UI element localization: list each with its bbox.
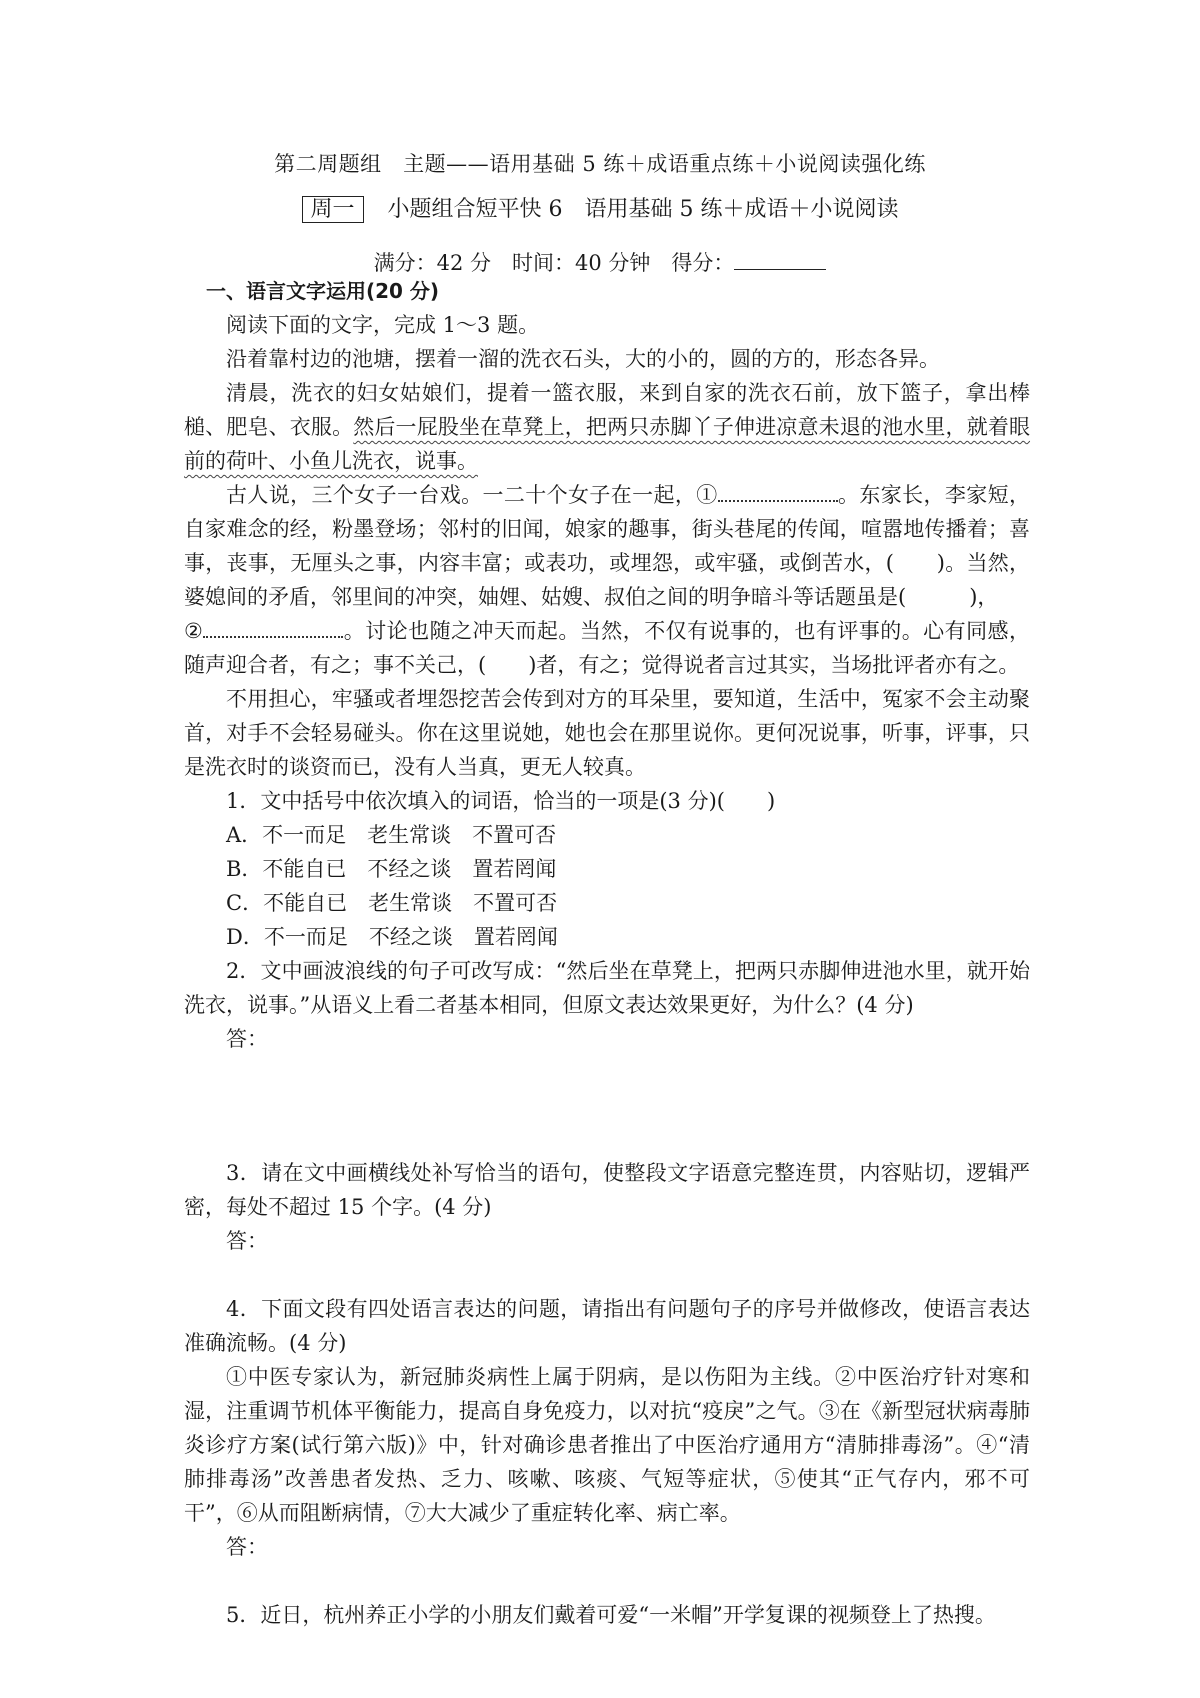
blank-line-2[interactable]	[203, 616, 343, 638]
option-a: A．不一而足 老生常谈 不置可否	[226, 823, 557, 847]
blank-line-1[interactable]	[718, 480, 838, 502]
question-2-stem: 2．文中画波浪线的句子可改写成：“然后坐在草凳上，把两只赤脚伸进池水里，就开始洗衣，说事。”从语义上看二者基本相同，但原文表达效果更好，为什么？(4 分)	[184, 959, 1030, 1017]
option-d: D．不一而足 不经之谈 置若罔闻	[226, 925, 558, 949]
option-c: C．不能自已 老生常谈 不置可否	[226, 891, 558, 915]
main-content	[184, 274, 1030, 1632]
day-box: 周一	[302, 196, 364, 223]
score-blank[interactable]	[734, 251, 826, 270]
passage-text: 古人说，三个女子一台戏。一二十个女子在一起，①	[226, 483, 718, 507]
score-text: 满分：42 分 时间：40 分钟 得分：	[373, 251, 735, 275]
question-4-passage: ①中医专家认为，新冠肺炎病性上属于阴病，是以伤阳为主线。②中医治疗针对寒和湿，注重调节机体平衡能力，提高自身免疫力，以对抗“疫戾”之气。③在《新型冠状病毒肺炎诊疗方案(试行第六版)》中，针对确诊患者推出了中医治疗通用方“清肺排毒汤”。④“清肺排毒汤”改善患者发热、乏力、咳嗽、咳痰、气短等症状，⑤使其“正气存内，邪不可干”，⑥从而阻断病情，⑦大大减少了重症转化率、病亡率。	[184, 1365, 1030, 1525]
passage-paragraph: 沿着靠村边的池塘，摆着一溜的洗衣石头，大的小的，圆的方的，形态各异。	[226, 347, 940, 371]
answer-space[interactable]	[184, 1056, 1030, 1156]
passage-paragraph	[184, 478, 1030, 682]
passage-text: 。东家长，李家短，自家难念的经，粉墨登场；邻村的旧闻，娘家的趣事，街头巷尾的传闻，喧嚣地传播着；喜事，丧事，无厘头之事，内容丰富；或表功，或埋怨，或牢骚，或倒苦水，( )。当然，婆媳间的矛盾，邻里间的冲突，妯娌、姑嫂、叔伯之间的明争暗斗等话题虽是( )，	[184, 483, 1030, 609]
answer-label: 答：	[226, 1027, 268, 1051]
question-1-stem: 1．文中括号中依次填入的词语，恰当的一项是(3 分)( )	[226, 789, 776, 813]
answer-space[interactable]	[184, 1564, 1030, 1598]
passage-text: 清晨，洗衣的妇女姑娘们，提着一篮衣服，来到自家的洗衣石前，放下篮子，拿出棒槌、肥皂、衣服。	[184, 381, 1030, 439]
page-title: 第二周题组 主题——语用基础 5 练＋成语重点练＋小说阅读强化练	[274, 152, 926, 176]
page-subtitle	[0, 192, 1200, 223]
option-b: B．不能自已 不经之谈 置若罔闻	[226, 857, 557, 881]
passage-text: ②	[184, 619, 204, 643]
subtitle-text: 小题组合短平快 6 语用基础 5 练＋成语＋小说阅读	[387, 197, 899, 222]
passage-paragraph	[184, 376, 1030, 478]
question-5-stem: 5．近日，杭州养正小学的小朋友们戴着可爱“一米帽”开学复课的视频登上了热搜。	[226, 1603, 996, 1627]
section-heading: 一、语言文字运用(20 分)	[206, 279, 440, 303]
passage-text: 。讨论也随之冲天而起。当然，不仅有说事的，也有评事的。心有同感，随声迎合者，有之；事不关己，( )者，有之；觉得说者言过其实，当场批评者亦有之。	[184, 619, 1031, 677]
answer-label: 答：	[226, 1535, 268, 1559]
answer-space[interactable]	[184, 1258, 1030, 1292]
question-3-stem: 3．请在文中画横线处补写恰当的语句，使整段文字语意完整连贯，内容贴切，逻辑严密，每处不超过 15 个字。(4 分)	[184, 1161, 1030, 1219]
reading-intro: 阅读下面的文字，完成 1～3 题。	[226, 313, 540, 337]
wavy-underlined-sentence: 然后一屁股坐在草凳上，把两只赤脚丫子伸进凉意未退的池水里，就着眼前的荷叶、小鱼儿洗衣，说事。	[184, 415, 1031, 473]
answer-label: 答：	[226, 1229, 268, 1253]
question-4-stem: 4．下面文段有四处语言表达的问题，请指出有问题句子的序号并做修改，使语言表达准确流畅。(4 分)	[184, 1297, 1030, 1355]
score-line	[0, 247, 1200, 277]
passage-paragraph: 不用担心，牢骚或者埋怨挖苦会传到对方的耳朵里，要知道，生活中，冤家不会主动聚首，对手不会轻易碰头。你在这里说她，她也会在那里说你。更何况说事，听事，评事，只是洗衣时的谈资而已，没有人当真，更无人较真。	[184, 687, 1030, 779]
